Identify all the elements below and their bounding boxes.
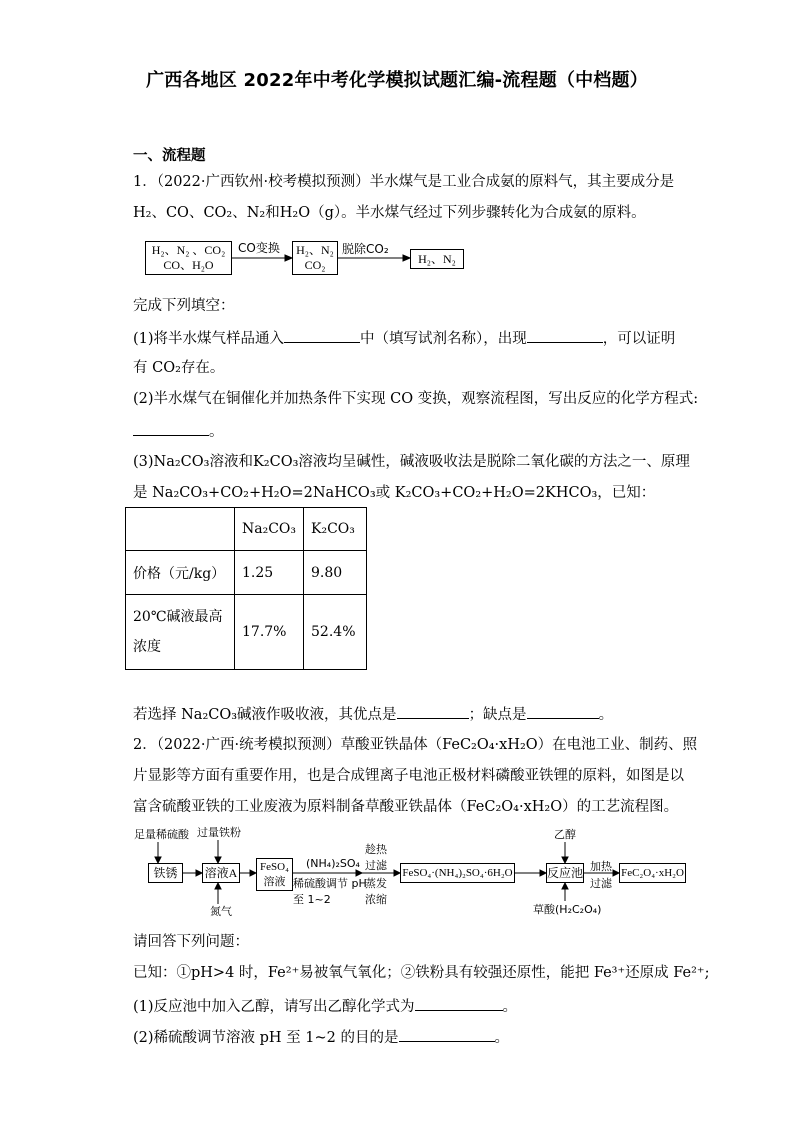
- q1-part3-line1: (3)Na₂CO₃溶液和K₂CO₃溶液均呈碱性，碱液吸收法是脱除二氧化碳的方法之一、原理: [133, 454, 690, 470]
- flow2-label-filter2: 过滤: [590, 877, 612, 890]
- flow2-box-solution-a: 溶液A: [202, 863, 240, 883]
- q2-part2: [133, 1027, 509, 1048]
- q2-intro-line1: 2．（2022·广西·统考模拟预测）草酸亚铁晶体（FeC₂O₄·xH₂O）在电池工业、制药、照: [133, 737, 698, 753]
- flow2-label-adjust-ph: 稀硫酸调节 pH: [293, 877, 367, 890]
- table-row-label-price: 价格（元/kg）: [126, 551, 235, 595]
- flow-box-after-shift-line1: H₂、N₂: [296, 243, 334, 257]
- table-header-k2co3: K₂CO₃: [304, 508, 367, 551]
- q1-part2: (2)半水煤气在铜催化并加热条件下实现 CO 变换，观察流程图，写出反应的化学方程式:: [133, 391, 699, 407]
- flow2-label-iron-powder: 过量铁粉: [197, 826, 241, 839]
- q1-part1-text-a: (1)将半水煤气样品通入: [133, 331, 285, 347]
- answer-blank[interactable]: [399, 1027, 495, 1042]
- q2-intro-line2: 片显影等方面有重要作用，也是合成锂离子电池正极材料磷酸亚铁锂的原料，如图是以: [133, 768, 684, 784]
- flow2-box-double-salt: FeSO₄·(NH₄)₂SO₄·6H₂O: [400, 863, 515, 883]
- flow2-label-concentrate: 浓缩: [365, 893, 387, 906]
- table-cell-price-na: 1.25: [235, 551, 304, 595]
- q1-part1-line2: 有 CO₂存在。: [133, 360, 225, 376]
- flow-box-product: H₂、N₂: [410, 249, 464, 269]
- flow2-box-rust: 铁锈: [148, 863, 183, 883]
- q2-known: 已知：①pH>4 时，Fe²⁺易被氧气氧化；②铁粉具有较强还原性，能把 Fe³⁺还原成 Fe²⁺;: [133, 965, 710, 981]
- flow2-label-oxalic-acid: 草酸(H₂C₂O₄): [533, 903, 602, 916]
- q1-part3-question-b: ；缺点是: [468, 707, 527, 723]
- flow2-label-nitrogen: 氮气: [210, 905, 232, 918]
- flow2-label-ph-range: 至 1~2: [293, 893, 331, 906]
- concentration-label-line2: 浓度: [133, 639, 161, 655]
- q2-part2-end: 。: [494, 1030, 510, 1046]
- page-title: 广西各地区 2022年中考化学模拟试题汇编-流程题（中档题）: [146, 70, 648, 91]
- q1-part2-end: 。: [209, 424, 224, 440]
- flow2-box-reaction-tank: 反应池: [546, 863, 584, 883]
- q1-part3-question-c: 。: [598, 707, 614, 723]
- q2-part2-text: (2)稀硫酸调节溶液 pH 至 1~2 的目的是: [133, 1030, 399, 1046]
- flow2-label-filter: 过滤: [365, 859, 387, 872]
- q2-prompt: 请回答下列问题：: [133, 934, 249, 950]
- q1-part1-text-b: 中（填写试剂名称），出现: [360, 331, 527, 347]
- q1-part3-line2: 是 Na₂CO₃+CO₂+H₂O=2NaHCO₃或 K₂CO₃+CO₂+H₂O=2KHCO₃，已知：: [133, 485, 656, 501]
- flow2-label-hot: 趁热: [365, 843, 387, 856]
- flow-arrow1-label: CO变换: [238, 241, 280, 255]
- table-cell-concentration-k: 52.4%: [304, 595, 367, 670]
- flow2-box-product: FeC₂O₄·xH₂O: [619, 863, 686, 883]
- flow-box-raw-gas-line1: H₂、N₂ 、CO₂: [151, 243, 226, 257]
- table-cell-concentration-na: 17.7%: [235, 595, 304, 670]
- flow2-box-feso4-line2: 溶液: [263, 876, 286, 888]
- q1-intro-line2: H₂、CO、CO₂、N₂和H₂O（g）。半水煤气经过下列步骤转化为合成氨的原料。: [133, 205, 646, 221]
- flow-arrow2-label: 脱除CO₂: [342, 242, 389, 256]
- concentration-label-line1: 20℃碱液最高: [133, 609, 223, 625]
- q2-part1: [133, 996, 517, 1017]
- q1-part1-text-c: ，可以证明: [602, 331, 676, 347]
- flow-box-after-shift-line2: CO₂: [304, 258, 326, 272]
- q2-part1-text: (1)反应池中加入乙醇，请写出乙醇化学式为: [133, 999, 415, 1015]
- flow2-label-sulfuric-acid: 足量稀硫酸: [134, 828, 189, 841]
- flow2-box-feso4-line1: FeSO₄: [260, 861, 289, 873]
- flow2-label-ethanol: 乙醇: [554, 828, 576, 841]
- q1-intro-line1: 1．（2022·广西钦州·校考模拟预测）半水煤气是工业合成氨的原料气，其主要成分是: [133, 174, 675, 190]
- flow2-label-evaporate: 蒸发: [365, 877, 387, 890]
- flow-box-raw-gas-line2: CO、H₂O: [163, 258, 214, 272]
- q1-part3-question-a: 若选择 Na₂CO₃碱液作吸收液，其优点是: [133, 707, 397, 723]
- table-header-na2co3: Na₂CO₃: [235, 508, 304, 551]
- q2-intro-line3: 富含硫酸亚铁的工业废液为原料制备草酸亚铁晶体（FeC₂O₄·xH₂O）的工艺流程图。: [133, 799, 679, 815]
- flow2-label-ammonium-sulfate: (NH₄)₂SO₄: [306, 857, 360, 870]
- q2-part1-end: 。: [502, 999, 518, 1015]
- section-heading: 一、流程题: [133, 148, 206, 164]
- answer-blank[interactable]: [415, 996, 503, 1011]
- flow2-label-heat: 加热: [590, 860, 612, 873]
- table-cell-price-k: 9.80: [304, 551, 367, 595]
- q1-prompt: 完成下列填空：: [133, 298, 235, 314]
